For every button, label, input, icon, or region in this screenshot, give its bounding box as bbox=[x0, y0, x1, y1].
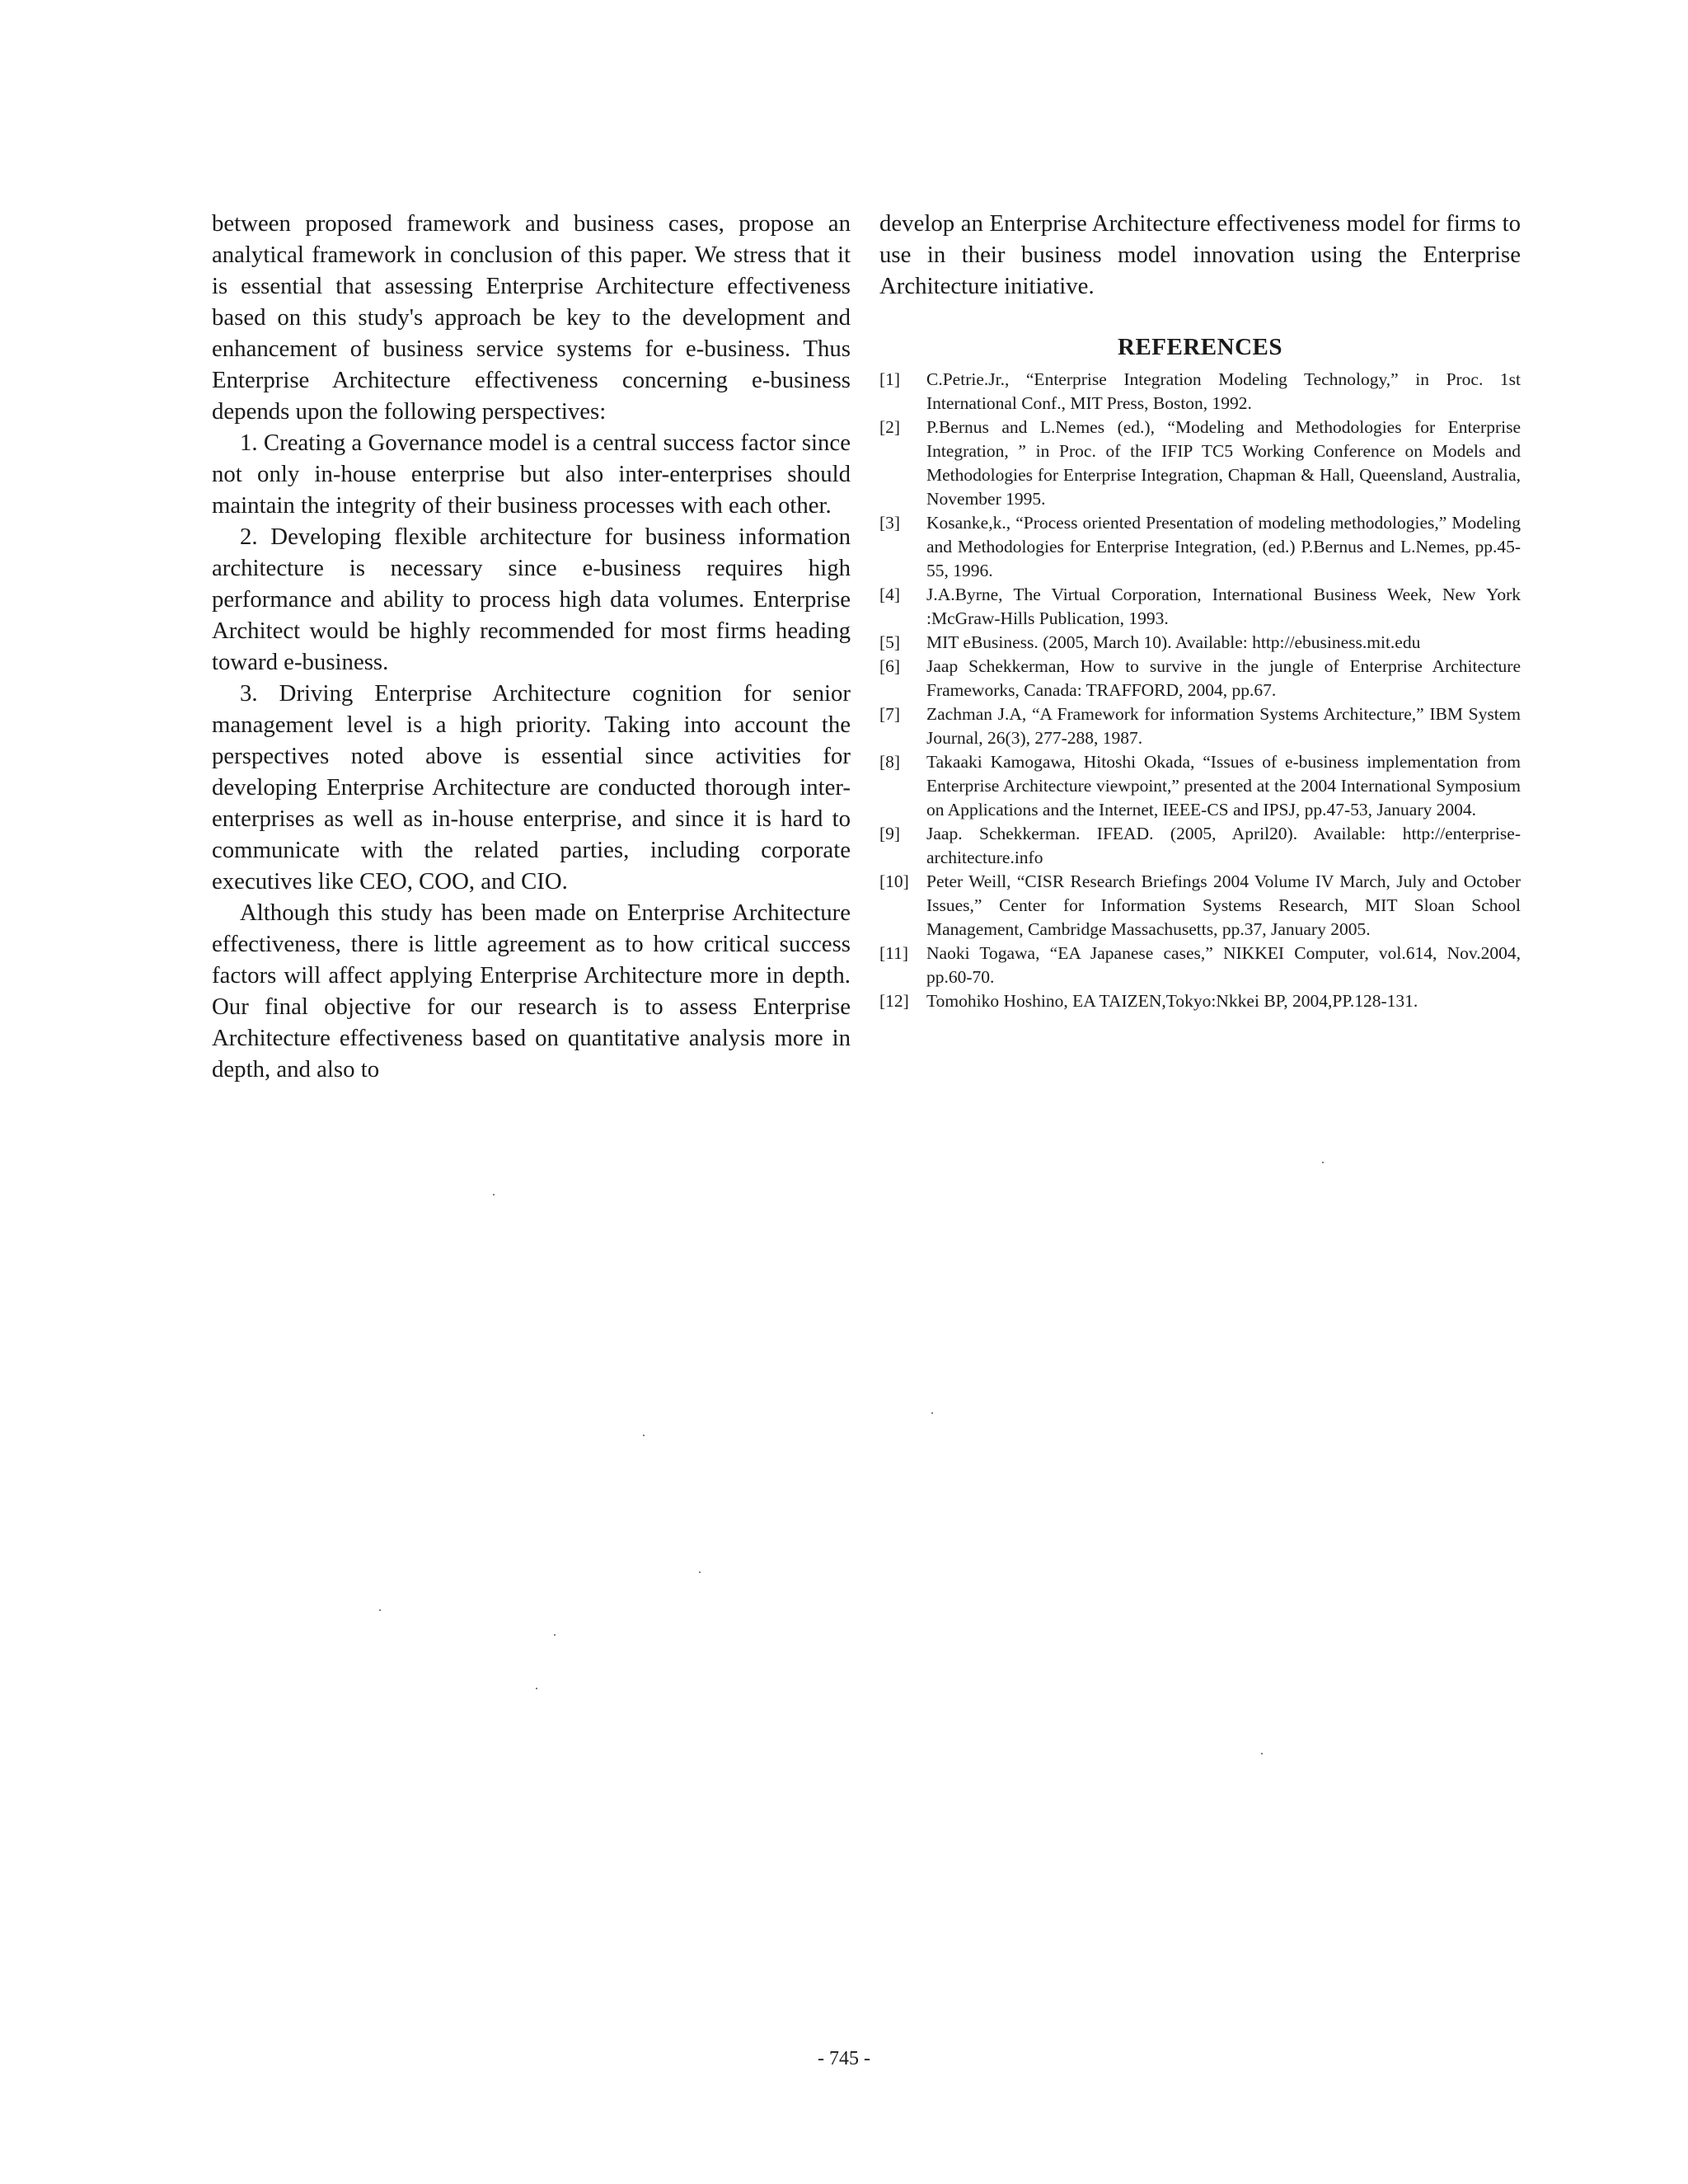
reference-item bbox=[879, 942, 1521, 989]
paragraph-conclusion-continuation: develop an Enterprise Architecture effectiveness model for firms to use in their business model innovation using the Enterprise Architecture initiative. bbox=[879, 210, 1521, 299]
reference-text: Kosanke,k., “Process oriented Presentation of modeling methodologies,” Modeling and Methodologies for Enterprise Integration, (ed.) P.Bernus and L.Nemes, pp.45-55, 1996. bbox=[926, 513, 1521, 580]
reference-number: [1] bbox=[879, 369, 901, 389]
reference-number: [10] bbox=[879, 871, 909, 891]
reference-text: Jaap Schekkerman, How to survive in the jungle of Enterprise Architecture Frameworks, Canada: TRAFFORD, 2004, pp.67. bbox=[926, 656, 1521, 700]
scan-speck bbox=[554, 1634, 556, 1636]
reference-item bbox=[879, 416, 1521, 511]
reference-text: Peter Weill, “CISR Research Briefings 2004 Volume IV March, July and October Issues,” Center for Information Systems Research, MIT Sloan School Management, Cambridge Massachusetts, pp.37, January 2005. bbox=[926, 871, 1521, 939]
reference-item bbox=[879, 511, 1521, 583]
scan-speck bbox=[699, 1571, 701, 1573]
reference-number: [4] bbox=[879, 585, 901, 604]
reference-item bbox=[879, 702, 1521, 750]
reference-item bbox=[879, 870, 1521, 942]
right-column bbox=[879, 208, 1521, 1013]
reference-text: Tomohiko Hoshino, EA TAIZEN,Tokyo:Nkkei BP, 2004,PP.128-131. bbox=[926, 991, 1418, 1011]
reference-number: [7] bbox=[879, 704, 901, 724]
reference-item bbox=[879, 750, 1521, 822]
reference-text: MIT eBusiness. (2005, March 10). Available: http://ebusiness.mit.edu bbox=[926, 632, 1421, 652]
references-list bbox=[879, 368, 1521, 1013]
reference-item bbox=[879, 655, 1521, 702]
reference-item bbox=[879, 368, 1521, 416]
scan-speck bbox=[493, 1194, 495, 1195]
reference-number: [8] bbox=[879, 752, 901, 772]
reference-number: [2] bbox=[879, 417, 901, 437]
reference-item bbox=[879, 989, 1521, 1013]
scan-speck bbox=[379, 1609, 381, 1611]
paragraph-conclusion: Although this study has been made on Enterprise Architecture effectiveness, there is little agreement as to how critical success factors will affect applying Enterprise Architecture more in depth. Our final objective for our research is to assess Enterprise Architecture effectiveness based on quantitative analysis more in depth, and also to bbox=[212, 899, 851, 1083]
scan-speck bbox=[536, 1688, 537, 1689]
reference-number: [5] bbox=[879, 632, 901, 652]
page-number: - 745 - bbox=[818, 2048, 870, 2069]
reference-item bbox=[879, 583, 1521, 631]
reference-number: [12] bbox=[879, 991, 909, 1011]
paragraph-perspective-1: 1. Creating a Governance model is a central success factor since not only in-house enterprise but also inter-enterprises should maintain the integrity of their business processes with each other. bbox=[212, 430, 851, 519]
scan-speck bbox=[643, 1435, 645, 1436]
paragraph-perspective-3: 3. Driving Enterprise Architecture cognition for senior management level is a high priority. Taking into account the perspectives noted above is essential since activities for developing Enterprise Architecture are conducted thorough inter-enterprises as well as in-house enterprise, and since it is hard to communicate with the related parties, including corporate executives like CEO, COO, and CIO. bbox=[212, 680, 851, 895]
scan-speck bbox=[1261, 1753, 1263, 1754]
reference-text: Zachman J.A, “A Framework for information Systems Architecture,” IBM System Journal, 26(3), 277-288, 1987. bbox=[926, 704, 1521, 748]
references-heading: REFERENCES bbox=[1118, 334, 1282, 360]
reference-text: Takaaki Kamogawa, Hitoshi Okada, “Issues of e-business implementation from Enterprise Architecture viewpoint,” presented at the 2004 International Symposium on Applications and the Internet, IEEE-CS and IPSJ, pp.47-53, January 2004. bbox=[926, 752, 1521, 820]
paragraph-perspective-2: 2. Developing flexible architecture for business information architecture is necessary since e-business requires high performance and ability to process high data volumes. Enterprise Architect would be highly recommended for most firms heading toward e-business. bbox=[212, 524, 851, 675]
reference-item bbox=[879, 822, 1521, 870]
reference-text: C.Petrie.Jr., “Enterprise Integration Modeling Technology,” in Proc. 1st International Conf., MIT Press, Boston, 1992. bbox=[926, 369, 1521, 413]
reference-number: [11] bbox=[879, 943, 909, 963]
reference-text: Jaap. Schekkerman. IFEAD. (2005, April20). Available: http://enterprise-architecture.info bbox=[926, 824, 1521, 867]
left-column bbox=[212, 208, 851, 1085]
reference-number: [6] bbox=[879, 656, 901, 676]
reference-text: Naoki Togawa, “EA Japanese cases,” NIKKEI Computer, vol.614, Nov.2004, pp.60-70. bbox=[926, 943, 1521, 987]
reference-text: P.Bernus and L.Nemes (ed.), “Modeling and Methodologies for Enterprise Integration, ” in Proc. of the IFIP TC5 Working Conference on Models and Methodologies for Enterprise Integration, Chapman & Hall, Queensland, Australia, November 1995. bbox=[926, 417, 1521, 509]
scan-speck bbox=[1322, 1162, 1324, 1163]
reference-number: [9] bbox=[879, 824, 901, 843]
paragraph-intro-continuation: between proposed framework and business cases, propose an analytical framework in conclusion of this paper. We stress that it is essential that assessing Enterprise Architecture effectiveness based on this study's approach be key to the development and enhancement of business service systems for e-business. Thus Enterprise Architecture effectiveness concerning e-business depends upon the following perspectives: bbox=[212, 210, 851, 425]
reference-item bbox=[879, 631, 1521, 655]
reference-number: [3] bbox=[879, 513, 901, 533]
reference-text: J.A.Byrne, The Virtual Corporation, International Business Week, New York :McGraw-Hills Publication, 1993. bbox=[926, 585, 1521, 628]
scan-speck bbox=[931, 1412, 933, 1414]
conclusion-continuation bbox=[879, 208, 1521, 302]
